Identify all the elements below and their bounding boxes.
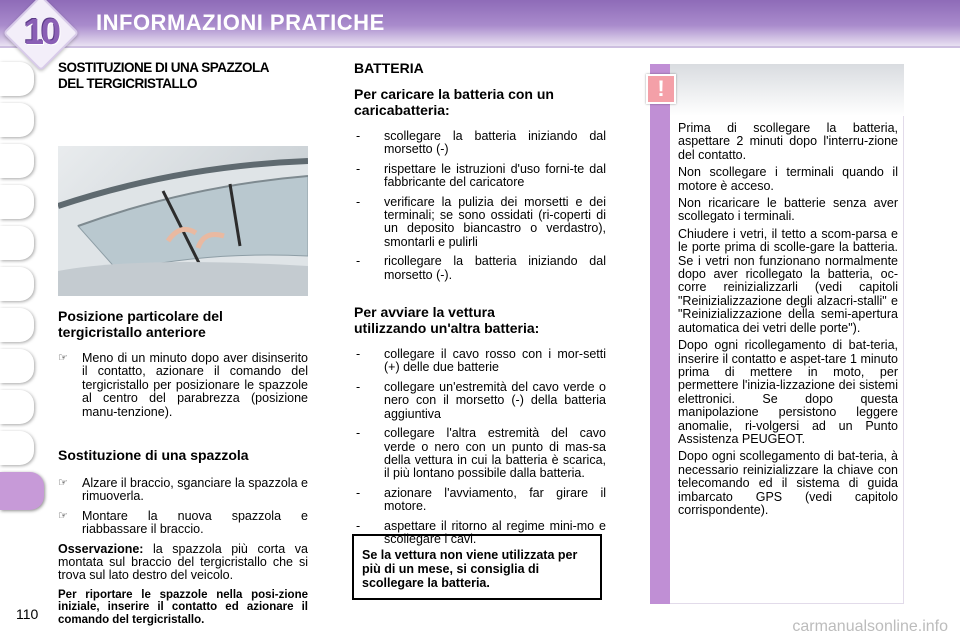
warning-paragraph: Chiudere i vetri, il tetto a scom-parsa e le porte prima di scolle-gare la batteria. Se i vetri non funzionano normalmente dopo aver ricollegato la batteria, oc-corre reinizializzarli (vedi capitoli "Reinizializzazione degli alzacri-stalli" e "Reinizializzazione della semi-apertura automatica dei vetri delle porte").: [678, 226, 898, 335]
warning-paragraph: Dopo ogni ricollegamento di bat-teria, inserire il contatto e aspet-tare 1 minuto prima di mettere in moto, per permettere l'inizia-lizzazione dei sistemi elettronici. Se dopo questa manipolazione persistono leggere anomalie, ri-volgersi ad un Punto Assistenza PEUGEOT.: [678, 338, 898, 446]
replace-blade-list: [58, 477, 308, 537]
windscreen-wiper-illustration: [58, 146, 308, 296]
chapter-tab[interactable]: [0, 62, 34, 96]
warning-paragraph: Non scollegare i terminali quando il motore è acceso.: [678, 165, 898, 193]
jump-start-title: [354, 304, 606, 336]
warning-paragraph: Non ricaricare le batterie senza aver scollegato i terminali.: [678, 196, 898, 224]
special-position-list: [58, 352, 308, 419]
middle-column: [354, 60, 606, 552]
battery-storage-notice: Se la vettura non viene utilizzata per più di un mese, si consiglia di scollegare la batteria.: [352, 534, 602, 600]
battery-heading: BATTERIA: [354, 60, 424, 76]
list-item: - ricollegare la batteria iniziando dal morsetto (-).: [356, 254, 606, 282]
chapter-tab[interactable]: [0, 103, 34, 137]
reset-position-note: Per riportare le spazzole nella posi-zione iniziale, inserire il contatto ed azionare il comando del tergicristallo.: [58, 588, 308, 626]
page-number: 110: [16, 606, 39, 622]
watermark-url: carmanualsonline.info: [792, 618, 948, 635]
list-item: - azionare l'avviamento, far girare il motore.: [356, 485, 606, 514]
chapter-tab[interactable]: [0, 226, 34, 260]
chapter-tab[interactable]: [0, 267, 34, 301]
jump-start-title-line1: Per avviare la vettura: [354, 304, 495, 321]
pointing-hand-icon: ☞: [58, 477, 68, 490]
warning-panel-header: [670, 64, 904, 116]
list-item: - collegare un'estremità del cavo verde o nero con il morsetto (-) della batteria aggiuntiva: [356, 379, 606, 421]
list-item: - aspettare il ritorno al regime mini-mo e scollegare i cavi.: [356, 518, 606, 546]
chapter-tabs: [0, 62, 40, 517]
special-position-title: [58, 308, 308, 340]
list-item: ☞ Montare la nuova spazzola e riabbassare il braccio.: [58, 508, 308, 537]
jump-start-list: [354, 348, 606, 546]
chapter-tab[interactable]: [0, 390, 34, 424]
list-item: - rispettare le istruzioni d'uso forni-te dal fabbricante del caricatore: [356, 161, 606, 190]
list-item: - scollegare la batteria iniziando dal morsetto (-): [356, 129, 606, 157]
warning-text: [678, 122, 898, 521]
observation-note: [58, 543, 308, 583]
wiper-title-line2: DEL TERGICRISTALLO: [58, 76, 197, 91]
special-position-title-line1: Posizione particolare del: [58, 308, 223, 324]
chapter-tab[interactable]: [0, 349, 34, 383]
chapter-tab[interactable]: [0, 185, 34, 219]
warning-paragraph: Dopo ogni scollegamento di bat-teria, à necessario reinizializzare la chiave con telecomando ed il sistema di guida imbarcato GPS (vedi capitolo corrispondente).: [678, 449, 898, 517]
pointing-hand-icon: ☞: [58, 352, 68, 364]
charge-battery-title-line2: caricabatteria:: [354, 102, 450, 118]
wiper-title-line1: SOSTITUZIONE DI UNA SPAZZOLA: [58, 60, 269, 75]
special-position-title-line2: tergicristallo anteriore: [58, 324, 206, 340]
list-item: - verificare la pulizia dei morsetti e dei terminali; se sono ossidati (ri-coperti di un deposito biancastro o verdastro), smontarli e pulirli: [356, 194, 606, 249]
chapter-tab[interactable]: [0, 144, 34, 178]
jump-start-title-line2: utilizzando un'altra batteria:: [354, 320, 540, 337]
charge-battery-list: [354, 130, 606, 282]
list-item: - collegare il cavo rosso con i mor-setti (+) delle due batterie: [356, 347, 606, 375]
list-item: ☞ Alzare il braccio, sganciare la spazzola e rimuoverla.: [58, 476, 308, 504]
warning-accent-strip: [650, 64, 670, 604]
list-item: - collegare l'altra estremità del cavo verde o nero con un punto di mas-sa della vettura in cui la batteria è scarica, il più lontano possibile dalla batteria.: [356, 426, 606, 481]
wiper-section-title: [58, 60, 308, 92]
chapter-number: 10: [23, 11, 59, 52]
charge-battery-title: [354, 86, 606, 118]
replace-blade-title: Sostituzione di una spazzola: [58, 447, 249, 464]
list-item: ☞ Meno di un minuto dopo aver disinserito il contatto, azionare il comando del tergicristallo per posizionare le spazzole al centro del parabrezza (posizione manu-tenzione).: [58, 351, 308, 419]
page-title: INFORMAZIONI PRATICHE: [96, 10, 385, 35]
chapter-tab[interactable]: [0, 431, 34, 465]
observation-label: Osservazione:: [58, 541, 144, 556]
warning-icon: !: [646, 74, 676, 104]
header-divider: [0, 46, 960, 48]
windscreen-drawing: [58, 146, 308, 296]
warning-paragraph: Prima di scollegare la batteria, aspettare 2 minuti dopo l'interru-zione del contatto.: [678, 121, 898, 162]
observation-text: la spazzola più corta va montata sul braccio del tergicristallo che si trova sul lato destro del veicolo.: [58, 541, 308, 583]
charge-battery-title-line1: Per caricare la batteria con un: [354, 86, 554, 102]
chapter-tab-active[interactable]: [0, 472, 44, 510]
pointing-hand-icon: ☞: [58, 509, 68, 522]
chapter-tab[interactable]: [0, 308, 34, 342]
left-column: [58, 60, 308, 626]
